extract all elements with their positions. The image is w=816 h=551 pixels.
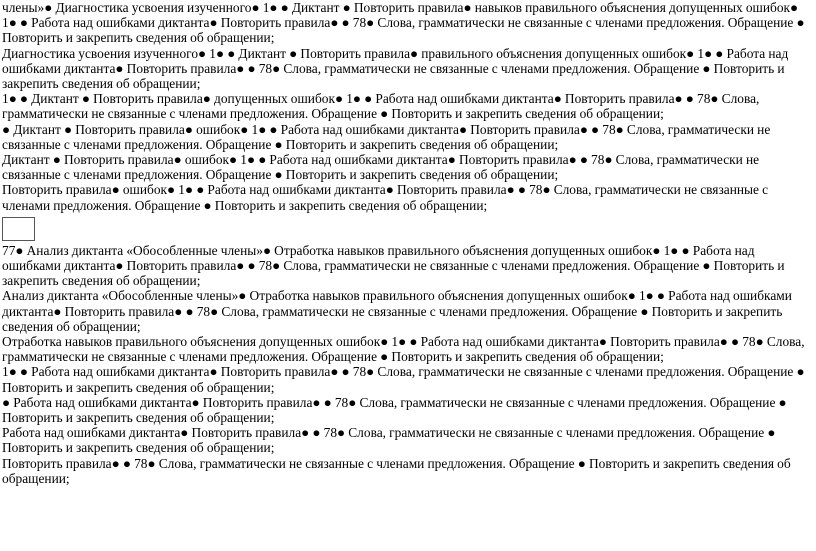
paragraph: 77● Анализ диктанта «Обособленные члены»● Отработка навыков правильного объяснения допущенных ошибок● 1● ● Работа над ошибками диктанта● Повторить правила● ● 78● Слова, грамматически не связанные с членами предложения. Обращение ● Повторить и закрепить сведения об обращении; (2, 242, 785, 289)
paragraph: члены»● Диагностика усвоения изученного● 1● ● Диктант ● Повторить правила● навыков правильного объяснения допущенных ошибок● 1● ● Работа над ошибками диктанта● Повторить правила● ● 78● Слова, грамматически не связанные с членами предложения. Обращение ● Повторить и закрепить сведения об обращении; (2, 0, 805, 46)
paragraph: Анализ диктанта «Обособленные члены»● Отработка навыков правильного объяснения допущенных ошибок● 1● ● Работа над ошибками диктанта● Повторить правила● ● 78● Слова, грамматически не связанные с членами предложения. Обращение ● Повторить и закрепить сведения об обращении; (2, 288, 792, 334)
paragraph: 1● ● Диктант ● Повторить правила● допущенных ошибок● 1● ● Работа над ошибками диктанта● Повторить правила● ● 78● Слова, грамматически не связанные с членами предложения. Обращение ● Повторить и закрепить сведения об обращении; (2, 91, 760, 122)
paragraph: Работа над ошибками диктанта● Повторить правила● ● 78● Слова, грамматически не связанные с членами предложения. Обращение ● Повторить и закрепить сведения об обращении; (2, 425, 776, 456)
text-block-bottom (2, 243, 814, 486)
paragraph: ● Диктант ● Повторить правила● ошибок● 1● ● Работа над ошибками диктанта● Повторить правила● ● 78● Слова, грамматически не связанные с членами предложения. Обращение ● Повторить и закрепить сведения об обращении; (2, 121, 771, 152)
text-block-top (2, 0, 814, 213)
paragraph: Повторить правила● ● 78● Слова, грамматически не связанные с членами предложения. Обращение ● Повторить и закрепить сведения об обращении; (2, 455, 791, 486)
paragraph: Отработка навыков правильного объяснения допущенных ошибок● 1● ● Работа над ошибками диктанта● Повторить правила● ● 78● Слова, грамматически не связанные с членами предложения. Обращение ● Повторить и закрепить сведения об обращении; (2, 334, 805, 365)
paragraph: Диктант ● Повторить правила● ошибок● 1● ● Работа над ошибками диктанта● Повторить правила● ● 78● Слова, грамматически не связанные с членами предложения. Обращение ● Повторить и закрепить сведения об обращении; (2, 152, 760, 183)
empty-frame (2, 217, 35, 241)
paragraph: ● Работа над ошибками диктанта● Повторить правила● ● 78● Слова, грамматически не связанные с членами предложения. Обращение ● Повторить и закрепить сведения об обращении; (2, 394, 787, 426)
paragraph: 1● ● Работа над ошибками диктанта● Повторить правила● ● 78● Слова, грамматически не связанные с членами предложения. Обращение ● Повторить и закрепить сведения об обращении; (2, 364, 805, 395)
paragraph: Повторить правила● ошибок● 1● ● Работа над ошибками диктанта● Повторить правила● ● 78● Слова, грамматически не связанные с членами предложения. Обращение ● Повторить и закрепить сведения об обращении; (2, 182, 769, 213)
paragraph: Диагностика усвоения изученного● 1● ● Диктант ● Повторить правила● правильного объяснения допущенных ошибок● 1● ● Работа над ошибками диктанта● Повторить правила● ● 78● Слова, грамматически не связанные с членами предложения. Обращение ● Повторить и закрепить сведения об обращении; (2, 45, 789, 92)
